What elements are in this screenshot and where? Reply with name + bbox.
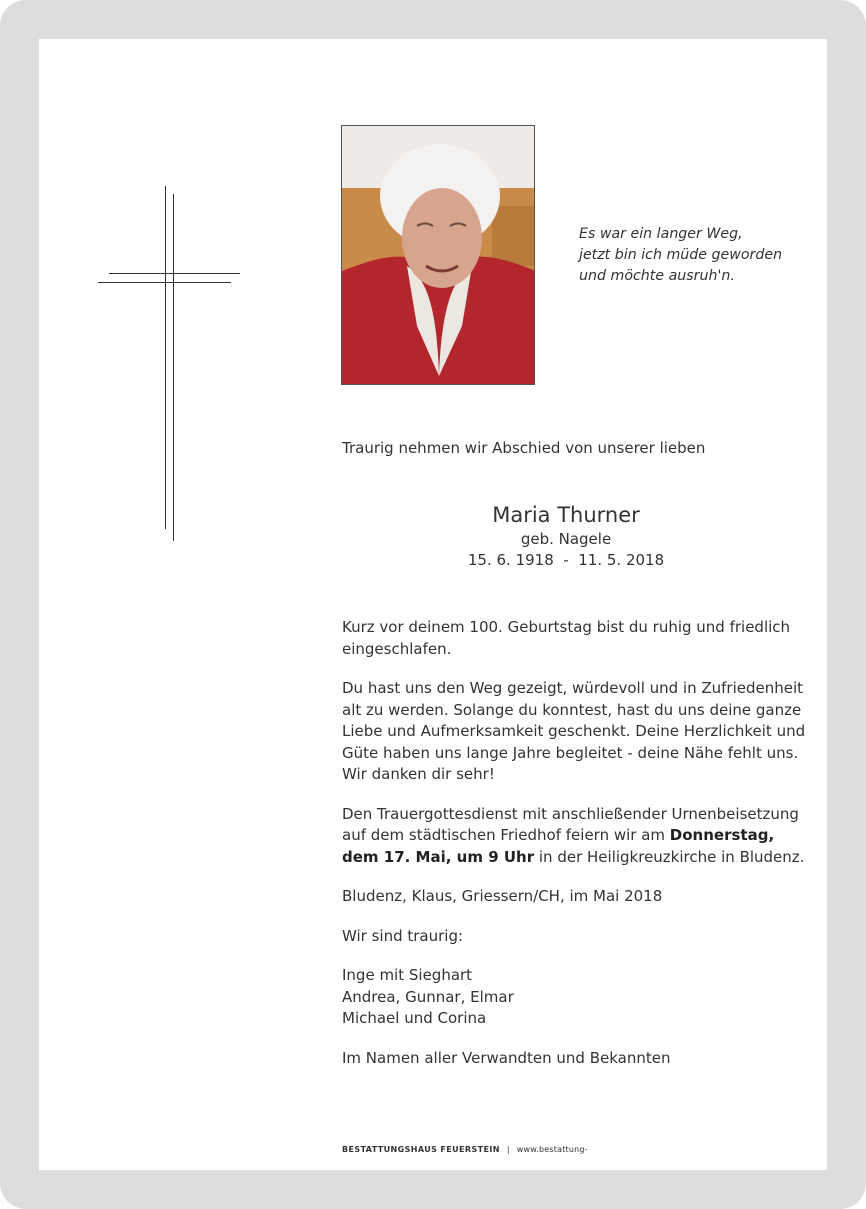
text-line: Kurz vor deinem 100. Geburtstag bist du ruhig und friedlich: [342, 618, 791, 636]
paragraph: [342, 678, 806, 786]
quote-line: und möchte ausruh'n.: [579, 268, 735, 284]
deceased-name: Maria Thurner: [492, 503, 640, 527]
mourner: Michael und Corina: [342, 1009, 487, 1027]
paragraph: [342, 617, 802, 660]
text-line: Liebe und Aufmerksamkeit geschenkt. Deine Herzlichkeit und: [342, 722, 806, 740]
deceased-info: [342, 501, 790, 571]
obituary-page: [39, 39, 827, 1170]
funeral-paragraph: [342, 804, 805, 869]
mourner: Inge mit Sieghart: [342, 966, 473, 984]
portrait-photo: [341, 125, 535, 385]
text-segment: auf dem städtischen Friedhof feiern wir am: [342, 826, 670, 844]
text-line: Den Trauergottesdienst mit anschließender Urnenbeisetzung: [342, 804, 799, 823]
quote-line: Es war ein langer Weg,: [579, 226, 743, 242]
mourner: Andrea, Gunnar, Elmar: [342, 987, 514, 1006]
double-line-cross-icon: [39, 39, 259, 559]
text-line: alt zu werden. Solange du konntest, hast du uns deine ganze: [342, 700, 802, 719]
intro-text: Traurig nehmen wir Abschied von unserer lieben: [342, 439, 706, 457]
text-line: Güte haben uns lange Jahre begleitet - deine Nähe fehlt uns.: [342, 743, 799, 762]
footer-url[interactable]: www.bestattung-: [516, 1145, 588, 1154]
footer: [342, 1145, 588, 1154]
closing-line: Im Namen aller Verwandten und Bekannten: [342, 1048, 671, 1067]
birth-name: geb. Nagele: [520, 530, 612, 548]
funeral-date-time: dem 17. Mai, um 9 Uhr: [342, 847, 535, 866]
funeral-home-name: BESTATTUNGSHAUS FEUERSTEIN: [342, 1145, 500, 1154]
text-line: Du hast uns den Weg gezeigt, würdevoll und in Zufriedenheit: [342, 679, 804, 697]
funeral-day: Donnerstag,: [669, 826, 775, 844]
text-line: eingeschlafen.: [342, 639, 452, 658]
text-line: Wir danken dir sehr!: [342, 765, 495, 783]
mourners-list: [342, 965, 802, 1030]
text-segment: in der Heiligkreuzkirche in Bludenz.: [534, 847, 805, 866]
text-line: [342, 847, 805, 869]
place-date: Bludenz, Klaus, Griessern/CH, im Mai 2018: [342, 887, 663, 905]
life-dates: 15. 6. 1918 - 11. 5. 2018: [467, 551, 665, 569]
footer-separator: |: [506, 1145, 510, 1154]
quote: [579, 224, 799, 287]
obituary-text: [342, 617, 806, 1087]
text-line: [342, 825, 802, 847]
quote-line: jetzt bin ich müde geworden: [579, 247, 783, 263]
mourners-intro: Wir sind traurig:: [342, 926, 464, 945]
